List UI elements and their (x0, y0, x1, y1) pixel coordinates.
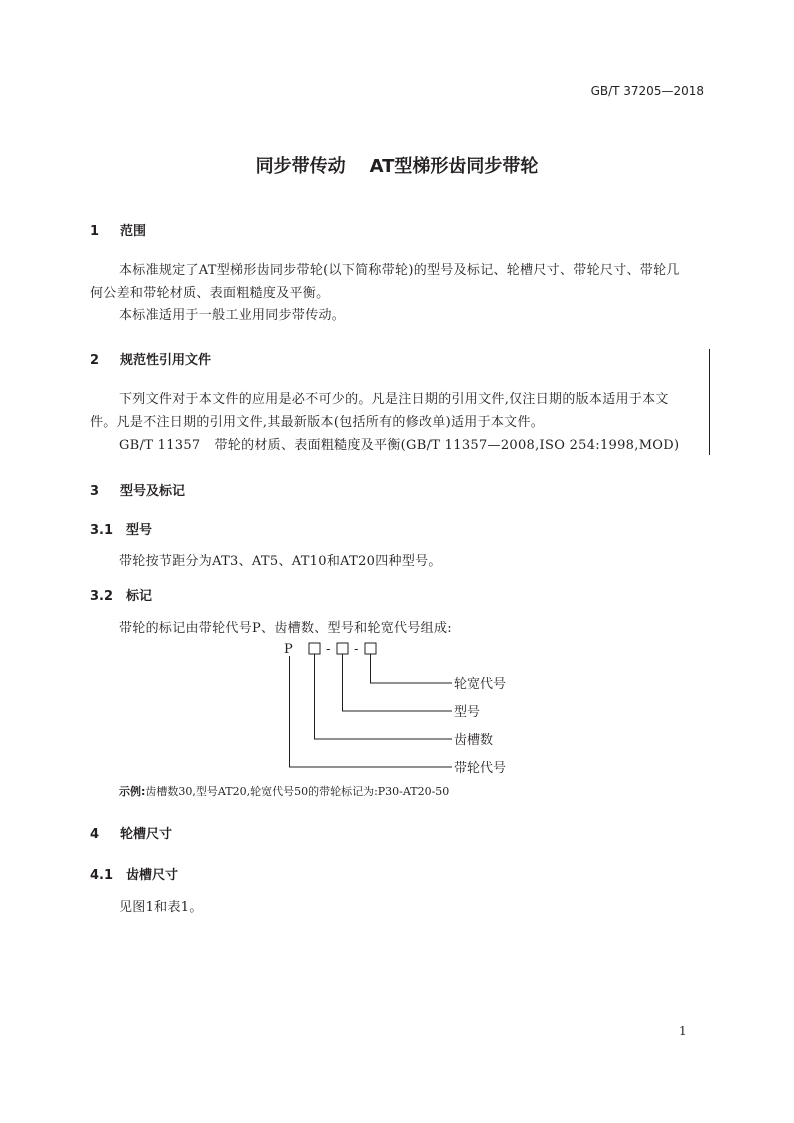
section-4-1-text: 见图1和表1。 (119, 900, 203, 915)
separator-1: - (326, 642, 331, 657)
section-2-para-line-2: 件。凡是不注日期的引用文件,其最新版本(包括所有的修改单)适用于本文件。 (90, 415, 545, 430)
section-1-para-2: 本标准适用于一般工业用同步带传动。 (119, 308, 346, 323)
label-type: 型号 (454, 705, 481, 720)
section-3-1-text: 带轮按节距分为AT3、AT5、AT10和AT20四种型号。 (119, 554, 442, 569)
page-number: 1 (679, 1024, 687, 1038)
marking-example (119, 783, 449, 799)
section-3-2-text: 带轮的标记由带轮代号P、齿槽数、型号和轮宽代号组成: (119, 621, 452, 636)
section-3-2-heading: 3.2 标记 (90, 589, 153, 604)
type-box (337, 643, 348, 654)
label-width-code: 轮宽代号 (454, 677, 507, 692)
separator-2: - (354, 642, 359, 657)
pulley-code-letter: P (284, 642, 293, 657)
example-text: 齿槽数30,型号AT20,轮宽代号50的带轮标记为:P30-AT20-50 (145, 785, 450, 798)
section-3-1-heading: 3.1 型号 (90, 523, 153, 538)
section-1-heading: 1 范围 (90, 224, 147, 239)
section-1-para-1-line-2: 何公差和带轮材质、表面粗糙度及平衡。 (90, 286, 330, 301)
title-part-2: AT型梯形齿同步带轮 (369, 156, 539, 177)
section-1-para-1-line-1: 本标准规定了AT型梯形齿同步带轮(以下简称带轮)的型号及标记、轮槽尺寸、带轮尺寸、带轮几 (119, 263, 680, 278)
label-teeth-count: 齿槽数 (454, 733, 494, 748)
section-3-heading: 3 型号及标记 (90, 484, 186, 499)
section-4-1-heading: 4.1 齿槽尺寸 (90, 868, 179, 883)
leader-width-code (371, 654, 453, 683)
title-part-1: 同步带传动 (255, 156, 346, 177)
standard-number: GB/T 37205—2018 (590, 84, 704, 98)
teeth-count-box (309, 643, 320, 654)
leader-teeth-count (315, 654, 453, 739)
section-2-heading: 2 规范性引用文件 (90, 353, 212, 368)
label-pulley-code: 带轮代号 (454, 761, 507, 776)
width-code-box (365, 643, 376, 654)
example-label: 示例: (119, 785, 146, 798)
section-2-para-line-1: 下列文件对于本文件的应用是必不可少的。凡是注日期的引用文件,仅注日期的版本适用于本文 (119, 392, 669, 407)
reference-title: 带轮的材质、表面粗糙度及平衡(GB/T 11357—2008,ISO 254:1998,MOD) (214, 438, 680, 453)
section-4-heading: 4 轮槽尺寸 (90, 827, 173, 842)
reference-code: GB/T 11357 (119, 438, 201, 453)
